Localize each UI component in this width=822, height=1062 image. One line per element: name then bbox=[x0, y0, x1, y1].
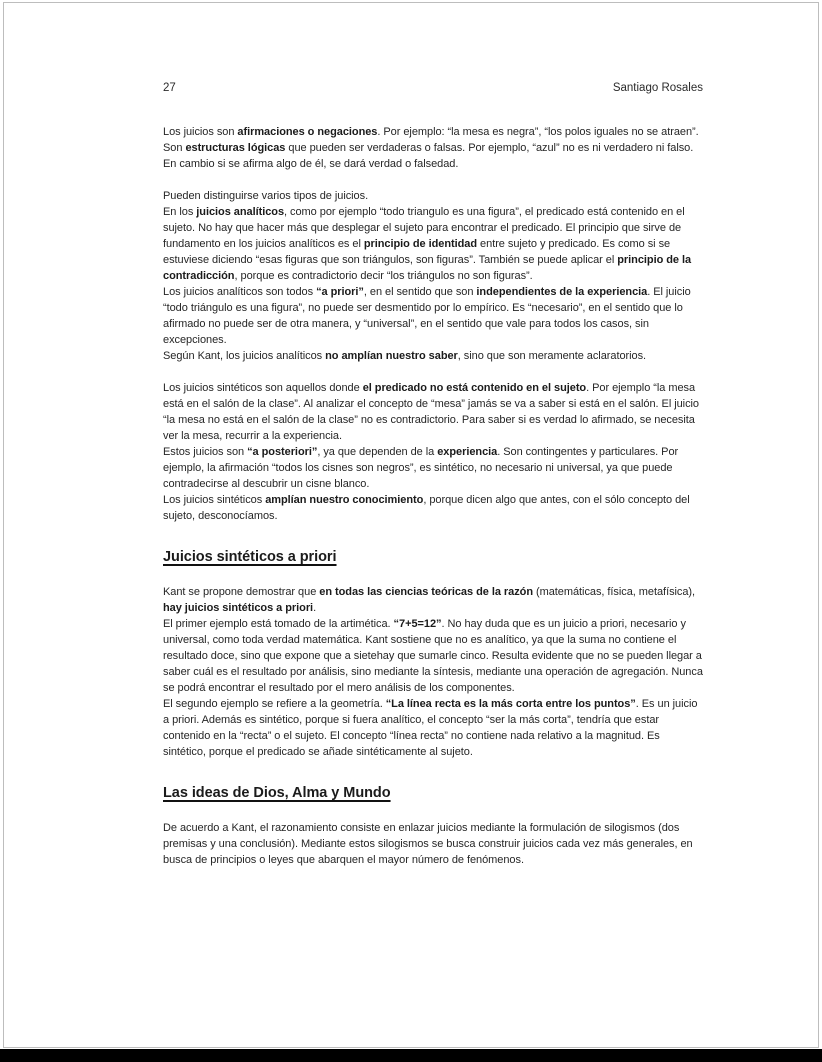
text-run: Los juicios sintéticos bbox=[163, 494, 266, 506]
paragraph bbox=[163, 204, 703, 284]
paragraph bbox=[163, 444, 703, 492]
text-run: . Es un juicio a priori. Además es sintético, porque si fuera analítico, el concepto “ser la más corta”, tendría que estar contenido en la “recta” o el sujeto. El concepto “línea recta” no contiene nada relativo a la magnitud. Es sintético, porque el predicado se añade sintéticamente al sujeto. bbox=[163, 698, 698, 758]
paragraph bbox=[163, 696, 703, 760]
bold-text-run: Las ideas de Dios, Alma y Mundo bbox=[163, 785, 391, 801]
paragraph bbox=[163, 124, 703, 172]
bold-text-run: amplían nuestro conocimiento bbox=[265, 494, 424, 506]
bold-text-run: el predicado no está contenido en el sujeto bbox=[362, 382, 587, 394]
blank-line bbox=[163, 804, 703, 820]
text-run: Pueden distinguirse varios tipos de juicios. bbox=[163, 190, 369, 202]
page-number: 27 bbox=[163, 82, 176, 94]
bold-text-run: “7+5=12” bbox=[393, 618, 442, 630]
blank-line bbox=[163, 760, 703, 776]
text-run: Los juicios sintéticos son aquellos donde bbox=[163, 382, 363, 394]
blank-line bbox=[163, 364, 703, 380]
text-run: Kant se propone demostrar que bbox=[163, 586, 320, 598]
paragraph bbox=[163, 616, 703, 696]
text-run: . bbox=[313, 602, 317, 614]
text-run: . El juicio “todo triángulo es una figura”, no puede ser desmentido por lo empírico. Es “necesario”, en el sentido que lo afirmado no puede ser de otra manera, y “universal”, en el sentido que vale para todos los casos, sin excepciones. bbox=[163, 286, 691, 346]
text-run: que pueden ser verdaderas o falsas. Por ejemplo, “azul” no es ni verdadero ni falso. En cambio si se afirma algo de él, se dará verdad o falsedad. bbox=[163, 142, 694, 170]
text-run: De acuerdo a Kant, el razonamiento consiste en enlazar juicios mediante la formulación de silogismos (dos premisas y una conclusión). Mediante estos silogismos se busca construir juicios cada vez más generales, en busca de principios o leyes que abarquen el mayor número de fenómenos. bbox=[163, 822, 693, 866]
section-heading bbox=[163, 546, 703, 568]
text-run: El primer ejemplo está tomado de la artimética. bbox=[163, 618, 394, 630]
bold-text-run: principio de la contradicción bbox=[163, 254, 692, 282]
blank-line bbox=[163, 172, 703, 188]
bold-text-run: “a priori” bbox=[316, 286, 364, 298]
bold-text-run: estructuras lógicas bbox=[185, 142, 286, 154]
bold-text-run: Juicios sintéticos a priori bbox=[163, 549, 337, 565]
text-run: En los bbox=[163, 206, 197, 218]
blank-line bbox=[163, 524, 703, 540]
paragraph bbox=[163, 188, 703, 204]
bold-text-run: independientes de la experiencia bbox=[476, 286, 648, 298]
bold-text-run: juicios analíticos bbox=[196, 206, 285, 218]
bold-text-run: experiencia bbox=[437, 446, 498, 458]
bold-text-run: en todas las ciencias teóricas de la razón bbox=[319, 586, 533, 598]
text-run: . No hay duda que es un juicio a priori, necesario y universal, como toda verdad matemática. Kant sostiene que no es analítico, ya que la suma no contiene el resultado doce, sino que expone que a sietehay que sumarle cinco. Resulta evidente que no se pueden llegar a saber cuál es el resultado por análisis, sino mediante la síntesis, mediante una operación de agregación. Nunca se podrá encontrar el resultado por el mero análisis de los componentes. bbox=[163, 618, 703, 694]
paragraph bbox=[163, 284, 703, 348]
page-content bbox=[163, 0, 703, 868]
text-run: Según Kant, los juicios analíticos bbox=[163, 350, 326, 362]
text-run: , en el sentido que son bbox=[363, 286, 477, 298]
text-run: , ya que dependen de la bbox=[317, 446, 438, 458]
text-run: . Por ejemplo “la mesa está en el salón de la clase”. Al analizar el concepto de “mesa” jamás se va a saber si está en el salón. El juicio “la mesa no está en el salón de la clase” no es contradictorio. Para saber si es verdad lo afirmado, se necesita ver la mesa, recurrir a la experiencia. bbox=[163, 382, 699, 442]
author-name: Santiago Rosales bbox=[612, 82, 703, 94]
bold-text-run: hay juicios sintéticos a priori bbox=[163, 602, 314, 614]
text-run: , sino que son meramente aclaratorios. bbox=[457, 350, 647, 362]
text-run: , como por ejemplo “todo triangulo es una figura”, el predicado está contenido en el sujeto. No hay que hacer más que desplegar el sujeto para encontrar el predicado. El principio que sirve de fundamento en los juicios analíticos es el bbox=[163, 206, 685, 250]
bold-text-run: afirmaciones o negaciones bbox=[237, 126, 378, 138]
text-run: , porque es contradictorio decir “los triángulos no son figuras”. bbox=[234, 270, 533, 282]
paragraph bbox=[163, 348, 703, 364]
bold-text-run: “La línea recta es la más corta entre los puntos” bbox=[385, 698, 636, 710]
document-body bbox=[163, 124, 703, 868]
paragraph bbox=[163, 380, 703, 444]
bottom-black-bar bbox=[0, 1049, 822, 1062]
text-run: , porque dicen algo que antes, con el sólo concepto del sujeto, desconocíamos. bbox=[163, 494, 690, 522]
text-run: (matemáticas, física, metafísica), bbox=[532, 586, 696, 598]
text-run: . Son contingentes y particulares. Por ejemplo, la afirmación “todos los cisnes son negros”, es sintético, no necesario ni universal, ya que puede contradecirse al descubrir un cisne blanco. bbox=[163, 446, 679, 490]
page-header bbox=[163, 80, 703, 96]
text-run: Los juicios son bbox=[163, 126, 238, 138]
paragraph bbox=[163, 492, 703, 524]
section-heading bbox=[163, 782, 703, 804]
bold-text-run: principio de identidad bbox=[363, 238, 478, 250]
blank-line bbox=[163, 568, 703, 584]
text-run: El segundo ejemplo se refiere a la geometría. bbox=[163, 698, 386, 710]
paragraph bbox=[163, 584, 703, 616]
text-run: Los juicios analíticos son todos bbox=[163, 286, 317, 298]
bold-text-run: “a posteriori” bbox=[247, 446, 318, 458]
text-run: entre sujeto y predicado. Es como si se estuviese diciendo “esas figuras que son triángulos, son figuras”. También se puede aplicar el bbox=[163, 238, 671, 266]
bold-text-run: no amplían nuestro saber bbox=[325, 350, 458, 362]
paragraph bbox=[163, 820, 703, 868]
text-run: Estos juicios son bbox=[163, 446, 248, 458]
text-run: . Por ejemplo: “la mesa es negra”, “los polos iguales no se atraen”. Son bbox=[163, 126, 699, 154]
